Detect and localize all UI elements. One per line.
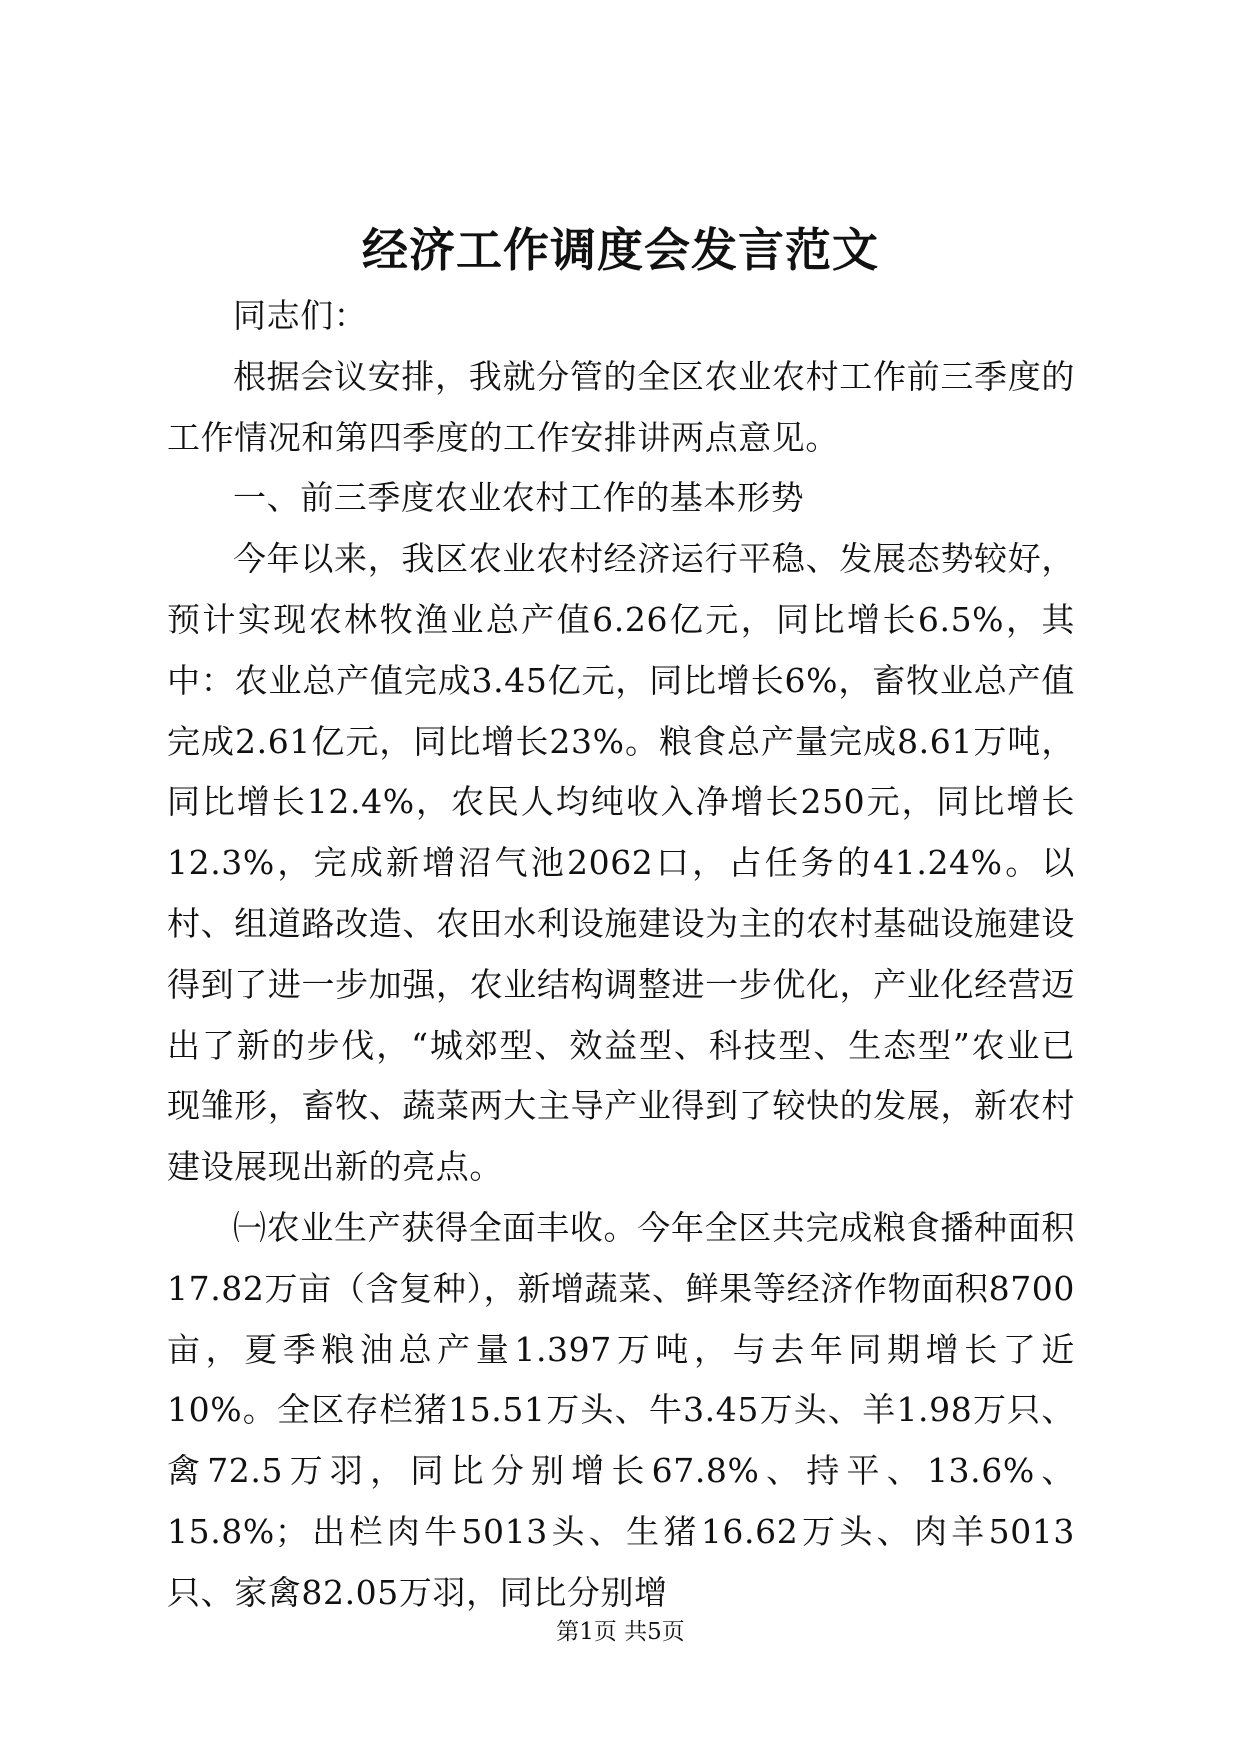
production-paragraph: ㈠农业生产获得全面丰收。今年全区共完成粮食播种面积17.82万亩（含复种），新增蔬菜、鲜果等经济作物面积8700亩，夏季粮油总产量1.397万吨，与去年同期增长了近10%。全区存栏猪15.51万头、牛3.45万头、羊1.98万只、禽72.5万羽，同比分别增长67.8%、持平、13.6%、15.8%；出栏肉牛5013头、生猪16.62万头、肉羊5013只、家禽82.05万羽，同比分别增 (167, 1207, 1075, 1612)
document-title: 经济工作调度会发言范文 (362, 223, 879, 277)
overview-paragraph: 今年以来，我区农业农村经济运行平稳、发展态势较好，预计实现农林牧渔业总产值6.26亿元，同比增长6.5%，其中：农业总产值完成3.45亿元，同比增长6%，畜牧业总产值完成2.61亿元，同比增长23%。粮食总产量完成8.61万吨，同比增长12.4%，农民人均纯收入净增长250元，同比增长12.3%，完成新增沼气池2062口，占任务的41.24%。以村、组道路改造、农田水利设施建设为主的农村基础设施建设得到了进一步加强，农业结构调整进一步优化，产业化经营迈出了新的步伐，“城郊型、效益型、科技型、生态型”农业已现雏形，畜牧、蔬菜两大主导产业得到了较快的发展，新农村建设展现出新的亮点。 (167, 539, 1075, 1187)
document-body (167, 286, 1075, 1624)
intro-paragraph: 根据会议安排，我就分管的全区农业农村工作前三季度的工作情况和第四季度的工作安排讲两点意见。 (167, 356, 1075, 457)
salutation-paragraph: 同志们： (233, 296, 368, 335)
page-footer: 第1页 共5页 (556, 1619, 685, 1645)
section-heading: 一、前三季度农业农村工作的基本形势 (233, 478, 805, 518)
